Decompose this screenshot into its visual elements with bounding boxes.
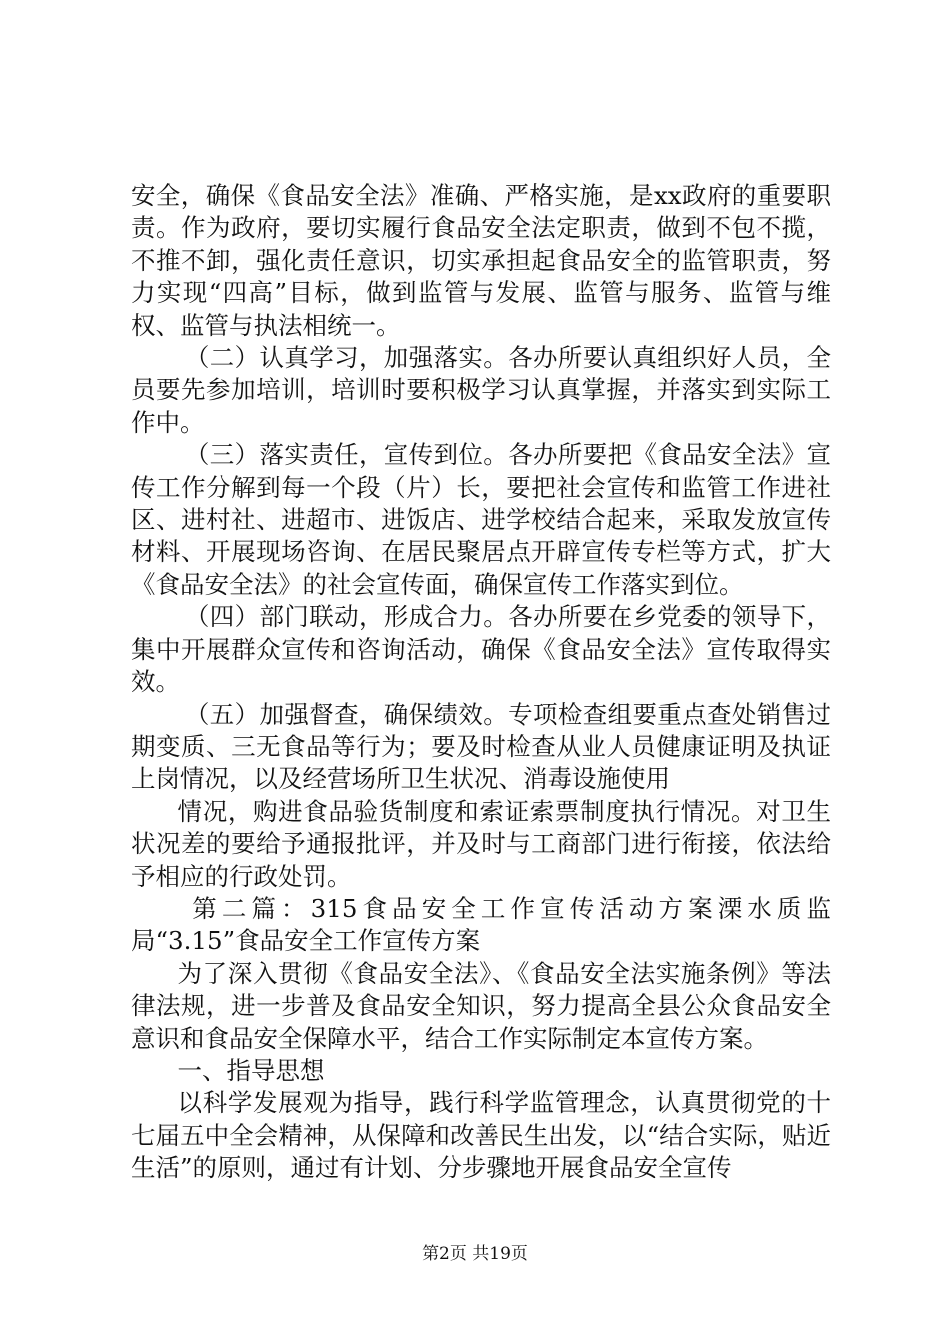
paragraph-section-2: （二）认真学习，加强落实。各办所要认真组织好人员，全员要先参加培训，培训时要积极学习认真掌握，并落实到实际工作中。: [131, 343, 831, 437]
document-body: [131, 180, 831, 1185]
paragraph-continuation: 安全，确保《食品安全法》准确、严格实施，是xx政府的重要职责。作为政府，要切实履行食品安全法定职责，做到不包不揽，不推不卸，强化责任意识，切实承担起食品安全的监管职责，努力实现“四高”目标，做到监管与发展、监管与服务、监管与维权、监管与执法相统一。: [131, 181, 831, 340]
page-footer: [0, 1243, 950, 1265]
paragraph-section-5-continued: 情况，购进食品验货制度和索证索票制度执行情况。对卫生状况差的要给予通报批评，并及时与工商部门进行衔接，依法给予相应的行政处罚。: [131, 796, 831, 891]
chapter-heading: 第二篇：315食品安全工作宣传活动方案溧水质监局“3.15”食品安全工作宣传方案: [131, 893, 831, 956]
paragraph-intro: 为了深入贯彻《食品安全法》、《食品安全法实施条例》等法律法规，进一步普及食品安全知识，努力提高全县公众食品安全意识和食品安全保障水平，结合工作实际制定本宣传方案。: [131, 958, 831, 1053]
paragraph-section-4: （四）部门联动，形成合力。各办所要在乡党委的领导下，集中开展群众宣传和咨询活动，确保《食品安全法》宣传取得实效。: [131, 602, 831, 697]
paragraph-section-5: （五）加强督查，确保绩效。专项检查组要重点查处销售过期变质、三无食品等行为；要及时检查从业人员健康证明及执证上岗情况，以及经营场所卫生状况、消毒设施使用: [131, 699, 831, 794]
page-number: 第2页 共19页: [422, 1244, 528, 1264]
paragraph-guiding-thought: 以科学发展观为指导，践行科学监管理念，认真贯彻党的十七届五中全会精神，从保障和改善民生出发，以“结合实际，贴近生活”的原则，通过有计划、分步骤地开展食品安全宣传: [131, 1088, 831, 1183]
section-heading-guiding-thought: 一、指导思想: [177, 1055, 325, 1085]
paragraph-section-3: （三）落实责任，宣传到位。各办所要把《食品安全法》宣传工作分解到每一个段（片）长，要把社会宣传和监管工作进社区、进村社、进超市、进饭店、进学校结合起来，采取发放宣传材料、开展现场咨询、在居民聚居点开辟宣传专栏等方式，扩大《食品安全法》的社会宣传面，确保宣传工作落实到位。: [131, 440, 831, 599]
